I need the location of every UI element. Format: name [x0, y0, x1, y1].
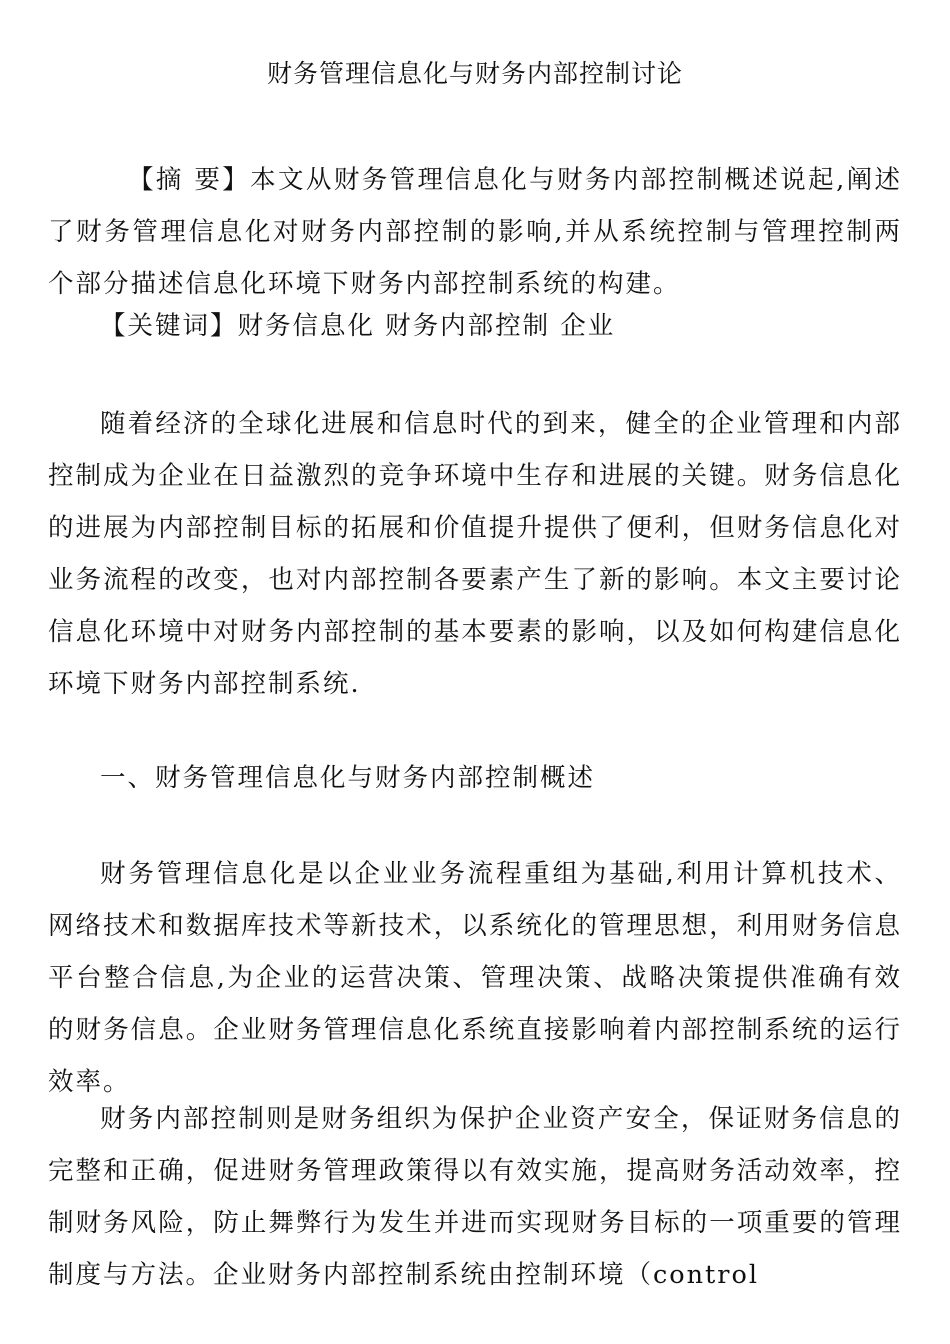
- keywords-text: 财务信息化 财务内部控制 企业: [237, 311, 616, 341]
- document-title: 财务管理信息化与财务内部控制讨论: [266, 59, 683, 88]
- section-paragraph-2: 财务内部控制则是财务组织为保护企业资产安全，保证财务信息的完整和正确，促进财务管理政策得以有效实施，提高财务活动效率，控制财务风险，防止舞弊行为发生并进而实现财务目标的一项重要的管理制度与方法。企业财务内部控制系统由控制环境（control: [48, 1104, 902, 1290]
- section-paragraph-1: 财务管理信息化是以企业业务流程重组为基础,利用计算机技术、网络技术和数据库技术等新技术，以系统化的管理思想，利用财务信息平台整合信息,为企业的运营决策、管理决策、战略决策提供准确有效的财务信息。企业财务管理信息化系统直接影响着内部控制系统的运行效率。: [48, 859, 902, 1097]
- intro-paragraph: 随着经济的全球化进展和信息时代的到来，健全的企业管理和内部控制成为企业在日益激烈的竞争环境中生存和进展的关键。财务信息化的进展为内部控制目标的拓展和价值提升提供了便利，但财务信息化对业务流程的改变，也对内部控制各要素产生了新的影响。本文主要讨论信息化环境中对财务内部控制的基本要素的影响，以及如何构建信息化环境下财务内部控制系统.: [48, 409, 902, 699]
- keywords-paragraph: [48, 300, 902, 352]
- abstract-label: 【摘 要】: [128, 165, 251, 195]
- keywords-label: 【关键词】: [100, 311, 238, 341]
- abstract-text: 本文从财务管理信息化与财务内部控制概述说起,阐述了财务管理信息化对财务内部控制的影响,并从系统控制与管理控制两个部分描述信息化环境下财务内部控制系统的构建。: [48, 165, 902, 299]
- abstract-paragraph: [48, 154, 902, 310]
- section-heading: 一、财务管理信息化与财务内部控制概述: [100, 763, 596, 793]
